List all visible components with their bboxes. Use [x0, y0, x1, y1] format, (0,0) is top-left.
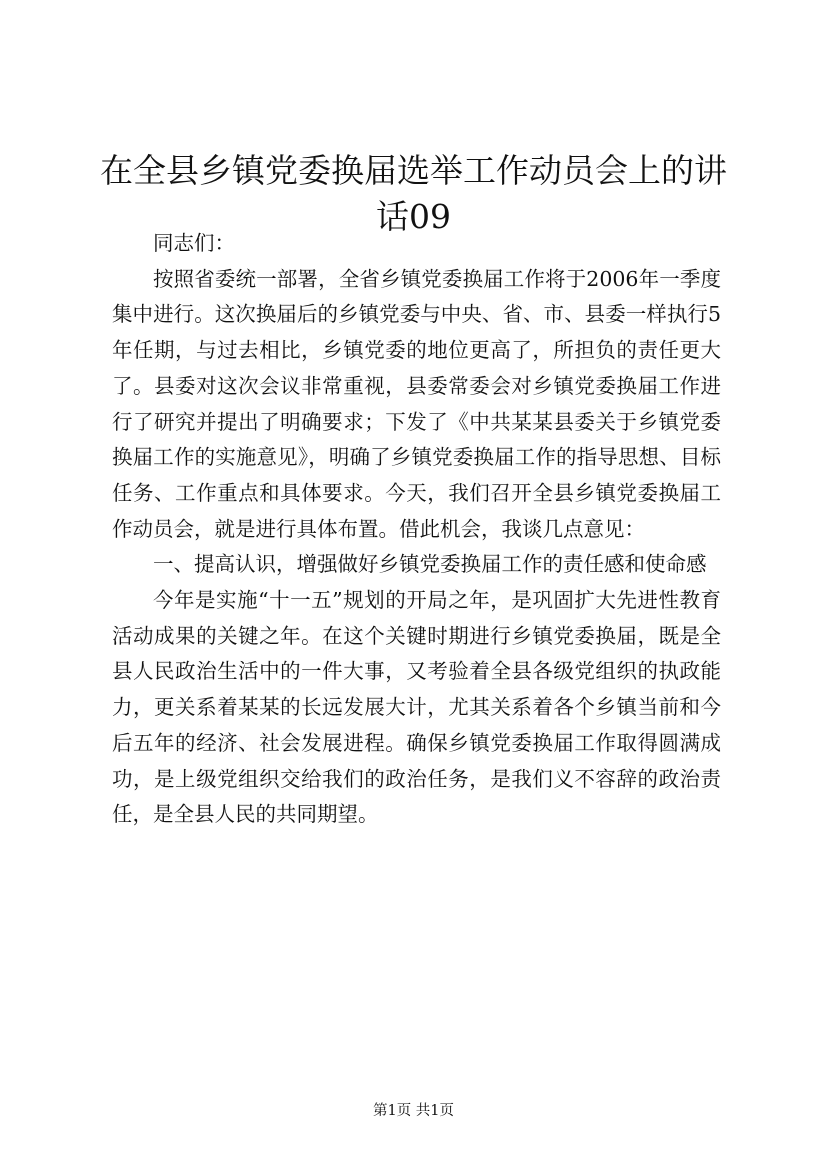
- paragraph-section-one: 今年是实施“十一五”规划的开局之年，是巩固扩大先进性教育活动成果的关键之年。在这个关键时期进行乡镇党委换届，既是全县人民政治生活中的一件大事，又考验着全县各级党组织的执政能力，更关系着某某的长远发展大计，尤其关系着各个乡镇当前和今后五年的经济、社会发展进程。确保乡镇党委换届工作取得圆满成功，是上级党组织交给我们的政治任务，是我们义不容辞的政治责任，是全县人民的共同期望。: [112, 588, 721, 827]
- paragraph-intro: 按照省委统一部署，全省乡镇党委换届工作将于2006年一季度集中进行。这次换届后的乡镇党委与中央、省、市、县委一样执行5年任期，与过去相比，乡镇党委的地位更高了，所担负的责任更大了。县委对这次会议非常重视，县委常委会对乡镇党委换届工作进行了研究并提出了明确要求；下发了《中共某某县委关于乡镇党委换届工作的实施意见》，明确了乡镇党委换届工作的指导思想、目标任务、工作重点和具体要求。今天，我们召开全县乡镇党委换届工作动员会，就是进行具体布置。借此机会，我谈几点意见：: [112, 266, 721, 541]
- page-footer: 第1页 共1页: [372, 1103, 455, 1119]
- paragraph-salutation: 同志们：: [153, 231, 235, 255]
- document-title: 在全县乡镇党委换届选举工作动员会上的讲话09: [100, 151, 727, 236]
- section-heading: 一、提高认识，增强做好乡镇党委换届工作的责任感和使命感: [153, 552, 707, 577]
- document-body: [112, 226, 721, 833]
